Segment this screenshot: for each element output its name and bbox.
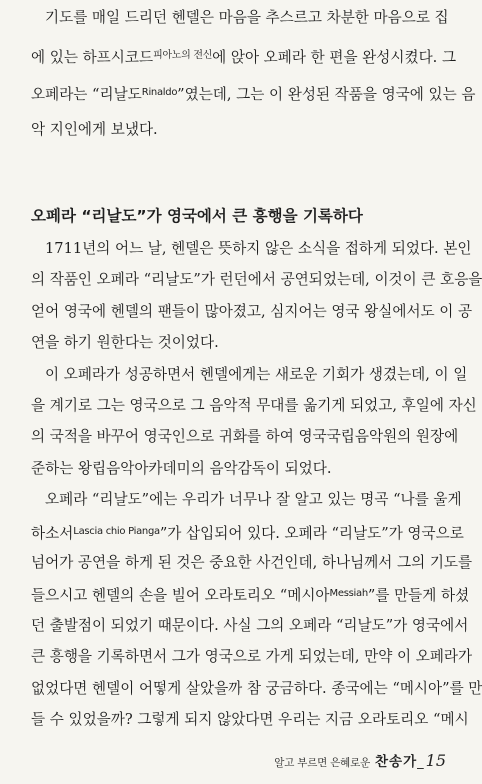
text-line xyxy=(31,333,441,353)
footer-separator: _ xyxy=(417,755,424,770)
page-number: 15 xyxy=(425,751,446,770)
text-line xyxy=(31,522,464,544)
text-segment: ”를 만들게 하셨 xyxy=(367,587,470,605)
text-line xyxy=(31,679,482,699)
text-line xyxy=(31,616,469,636)
footer-book-subtitle: 알고 부르면 은혜로운 xyxy=(274,757,371,769)
text-line xyxy=(31,120,441,140)
text-segment: 1711년의 어느 날, 헨델은 뜻하지 않은 소식을 접하게 되었다. 본인 xyxy=(45,240,472,257)
text-segment: 연을 하기 원한다는 것이었다. xyxy=(31,334,219,352)
text-segment: 넘어가 공연을 하게 된 것은 중요한 사건인데, 하나님께서 그의 기도를 xyxy=(31,554,473,571)
inline-annotation: 피아노의 전신 xyxy=(153,50,213,61)
text-line xyxy=(31,302,473,322)
text-line xyxy=(31,459,441,479)
text-segment: 의 국적을 바꾸어 영국인으로 귀화를 하여 영국국립음악원의 원장에 xyxy=(31,428,459,446)
text-line xyxy=(31,647,473,667)
text-segment: 을 계기로 그는 영국으로 그 음악적 무대를 옮기게 되었고, 후일에 자신 xyxy=(31,397,477,414)
text-segment: 없었다면 헨델이 어떻게 살았을까 참 궁금하다. 종국에는 “메시아”를 만 xyxy=(31,679,482,697)
text-line xyxy=(31,427,459,447)
text-line xyxy=(45,490,462,510)
text-line xyxy=(31,396,477,416)
text-segment: ”였는데, 그는 이 완성된 작품을 영국에 있는 음 xyxy=(177,86,476,103)
text-segment: 들 수 있었을까? 그렇게 되지 않았다면 우리는 지금 오라토리오 “메시 xyxy=(31,711,469,728)
text-line xyxy=(31,710,469,730)
text-segment: ”가 삽입되어 있다. 오페라 “리날도”가 영국으로 xyxy=(159,524,464,542)
text-segment: 이 오페라가 성공하면서 헨델에게는 새로운 기회가 생겼는데, 이 일 xyxy=(45,365,468,383)
text-segment: 오페라는 “리날도 xyxy=(31,86,142,103)
text-segment: 에 있는 하프시코드 xyxy=(31,49,154,66)
text-line xyxy=(31,83,476,105)
inline-annotation: Lascia chio Pianga xyxy=(73,525,160,537)
text-line xyxy=(31,46,457,68)
text-segment: 악 지인에게 보냈다. xyxy=(31,121,158,138)
text-segment: 기도를 매일 드리던 헨델은 마음을 추스르고 차분한 마음으로 집 xyxy=(45,9,449,26)
text-line xyxy=(45,365,468,385)
page-footer xyxy=(274,750,446,770)
text-line xyxy=(45,8,449,28)
inline-annotation: Rinaldo xyxy=(141,87,178,98)
text-segment: 에 앉아 오페라 한 편을 완성시켰다. 그 xyxy=(212,49,457,66)
inline-annotation: Messiah xyxy=(329,588,368,600)
section-heading: 오페라 “리날도”가 영국에서 큰 흥행을 기록하다 xyxy=(31,207,363,225)
text-segment: 얻어 영국에 헨델의 팬들이 많아졌고, 심지어는 영국 왕실에서도 이 공 xyxy=(31,302,473,320)
text-segment: 하소서 xyxy=(31,524,74,542)
text-segment: 들으시고 헨델의 손을 빌어 오라토리오 “메시아 xyxy=(31,587,330,605)
text-line xyxy=(31,270,482,290)
text-segment: 던 출발점이 되었기 때문이다. 사실 그의 오페라 “리날도”가 영국에서 xyxy=(31,616,469,634)
text-segment: 의 작품인 오페라 “리날도”가 런던에서 공연되었는데, 이것이 큰 호응을 xyxy=(31,271,482,289)
text-segment: 오페라 “리날도”에는 우리가 너무나 잘 알고 있는 명곡 “나를 울게 xyxy=(45,491,462,509)
text-line xyxy=(31,553,473,573)
footer-book-title: 찬송가 xyxy=(375,754,418,770)
text-line xyxy=(31,584,470,606)
text-segment: 큰 흥행을 기록하면서 그가 영국으로 가게 되었는데, 만약 이 오페라가 xyxy=(31,648,473,666)
text-segment: 준하는 왕립음악아카데미의 음악감독이 되었다. xyxy=(31,459,332,477)
text-line xyxy=(45,239,472,259)
